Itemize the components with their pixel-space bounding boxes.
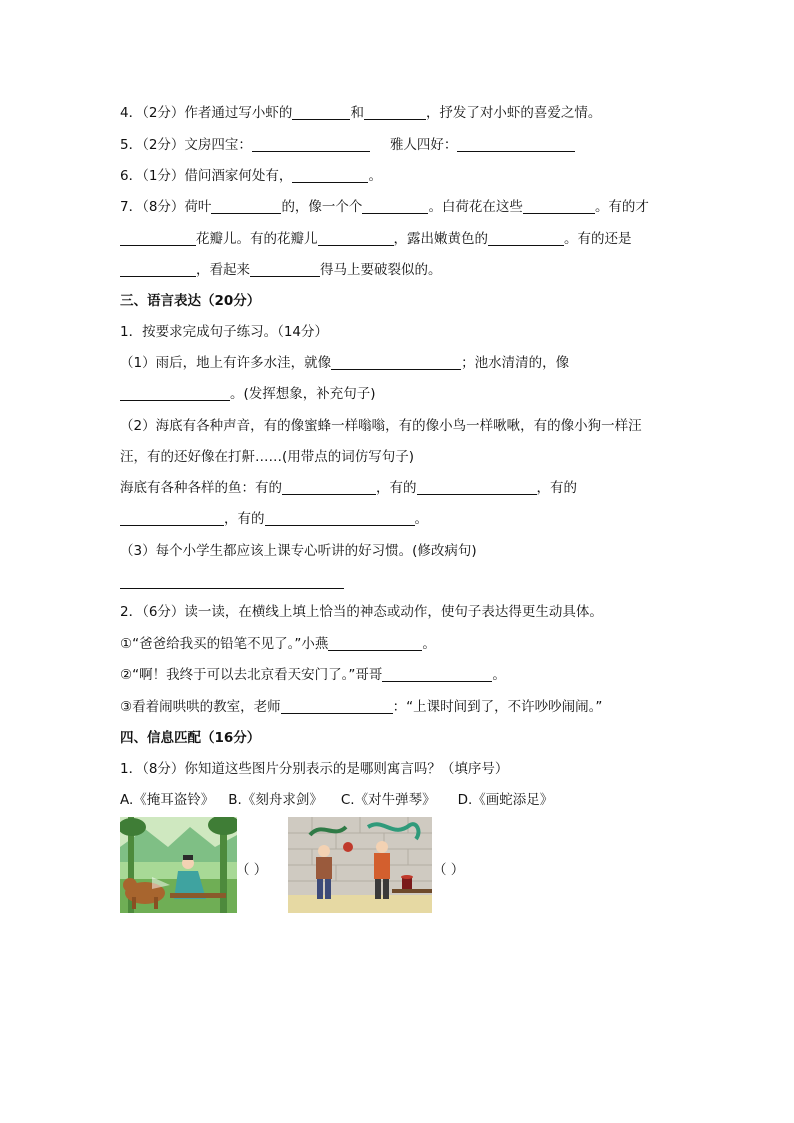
question-7-line-1: 7．（8分）荷叶 的，像一个个 。白荷花在这些 。有的才	[120, 199, 649, 215]
answer-blank[interactable]	[281, 699, 393, 714]
answer-blank[interactable]	[488, 231, 564, 246]
answer-blank[interactable]	[292, 168, 368, 183]
option-c: C.《对牛弹琴》	[340, 792, 436, 808]
answer-blank[interactable]	[120, 386, 230, 401]
s3-question-2-title: 2．（6分）读一读，在横线上填上恰当的神态或动作，使句子表达得更生动具体。	[120, 604, 603, 620]
s3-q1-part3: （3）每个小学生都应该上课专心听讲的好习惯。(修改病句)	[120, 543, 477, 559]
answer-blank[interactable]	[331, 355, 461, 370]
answer-blank[interactable]	[120, 511, 224, 526]
answer-blank[interactable]	[282, 480, 376, 495]
answer-blank[interactable]	[382, 667, 492, 682]
answer-blank[interactable]	[362, 199, 428, 214]
answer-blank[interactable]	[250, 262, 320, 277]
option-d: D.《画蛇添足》	[457, 792, 554, 808]
s3-q1-part2-line4: ，有的 。	[120, 510, 428, 528]
fable-options	[120, 791, 553, 809]
answer-blank[interactable]	[265, 511, 415, 526]
answer-blank[interactable]	[457, 137, 575, 152]
s3-q1-part3-answer-line	[120, 573, 344, 591]
question-7-line-2: 花瓣儿。有的花瓣儿 ，露出嫩黄色的 。有的还是	[120, 230, 632, 248]
answer-paren-2[interactable]: （ ）	[433, 862, 465, 878]
question-5: 5．（2分）文房四宝： 雅人四好：	[120, 136, 575, 154]
s4-question-1-title: 1．（8分）你知道这些图片分别表示的是哪则寓言吗？（填序号）	[120, 761, 509, 777]
s3-q1-part1-line2: 。(发挥想象，补充句子)	[120, 385, 376, 403]
answer-paren-1[interactable]: （ ）	[236, 862, 268, 878]
s3-q1-part1-line1: （1）雨后，地上有许多水洼，就像 ；池水清清的，像	[120, 355, 570, 371]
question-7-line-3: ，看起来 得马上要破裂似的。	[120, 261, 442, 279]
option-b: B.《刻舟求剑》	[228, 792, 323, 808]
answer-blank[interactable]	[523, 199, 595, 214]
answer-blank[interactable]	[364, 105, 426, 120]
answer-blank[interactable]	[318, 231, 394, 246]
snake-drawing-illustration	[288, 817, 432, 913]
answer-blank[interactable]	[328, 636, 422, 651]
section-3-heading: 三、语言表达（20分）	[120, 293, 261, 309]
s3-q2-item-3: ③看着闹哄哄的教室，老师 ：“上课时间到了，不许吵吵闹闹。”	[120, 699, 603, 715]
s3-q1-part2-line2: 汪，有的还好像在打鼾……(用带点的词仿写句子)	[120, 449, 415, 465]
answer-blank[interactable]	[120, 574, 344, 589]
s3-q1-part2-line1: （2）海底有各种声音，有的像蜜蜂一样嗡嗡，有的像小鸟一样啾啾，有的像小狗一样汪	[120, 418, 642, 434]
question-4: 4．（2分）作者通过写小虾的 和 ，抒发了对小虾的喜爱之情。	[120, 105, 602, 121]
question-6: 6．（1分）借问酒家何处有， 。	[120, 168, 382, 184]
s3-q1-part2-line3: 海底有各种各样的鱼：有的 ，有的 ，有的	[120, 480, 577, 496]
s3-q2-item-2: ②“啊！我终于可以去北京看天安门了。”哥哥 。	[120, 667, 506, 683]
s3-q2-item-1: ①“爸爸给我买的铅笔不见了。”小燕 。	[120, 636, 436, 652]
option-a: A.《掩耳盗铃》	[120, 792, 215, 808]
s3-question-1-title: 1．按要求完成句子练习。（14分）	[120, 324, 329, 340]
answer-blank[interactable]	[417, 480, 537, 495]
answer-blank[interactable]	[120, 262, 196, 277]
fable-picture-1	[120, 817, 237, 913]
section-4-heading: 四、信息匹配（16分）	[120, 730, 261, 746]
answer-blank[interactable]	[120, 231, 196, 246]
answer-blank[interactable]	[252, 137, 370, 152]
ox-zither-illustration	[120, 817, 237, 913]
fable-picture-2	[288, 817, 432, 913]
answer-blank[interactable]	[292, 105, 350, 120]
answer-blank[interactable]	[211, 199, 281, 214]
